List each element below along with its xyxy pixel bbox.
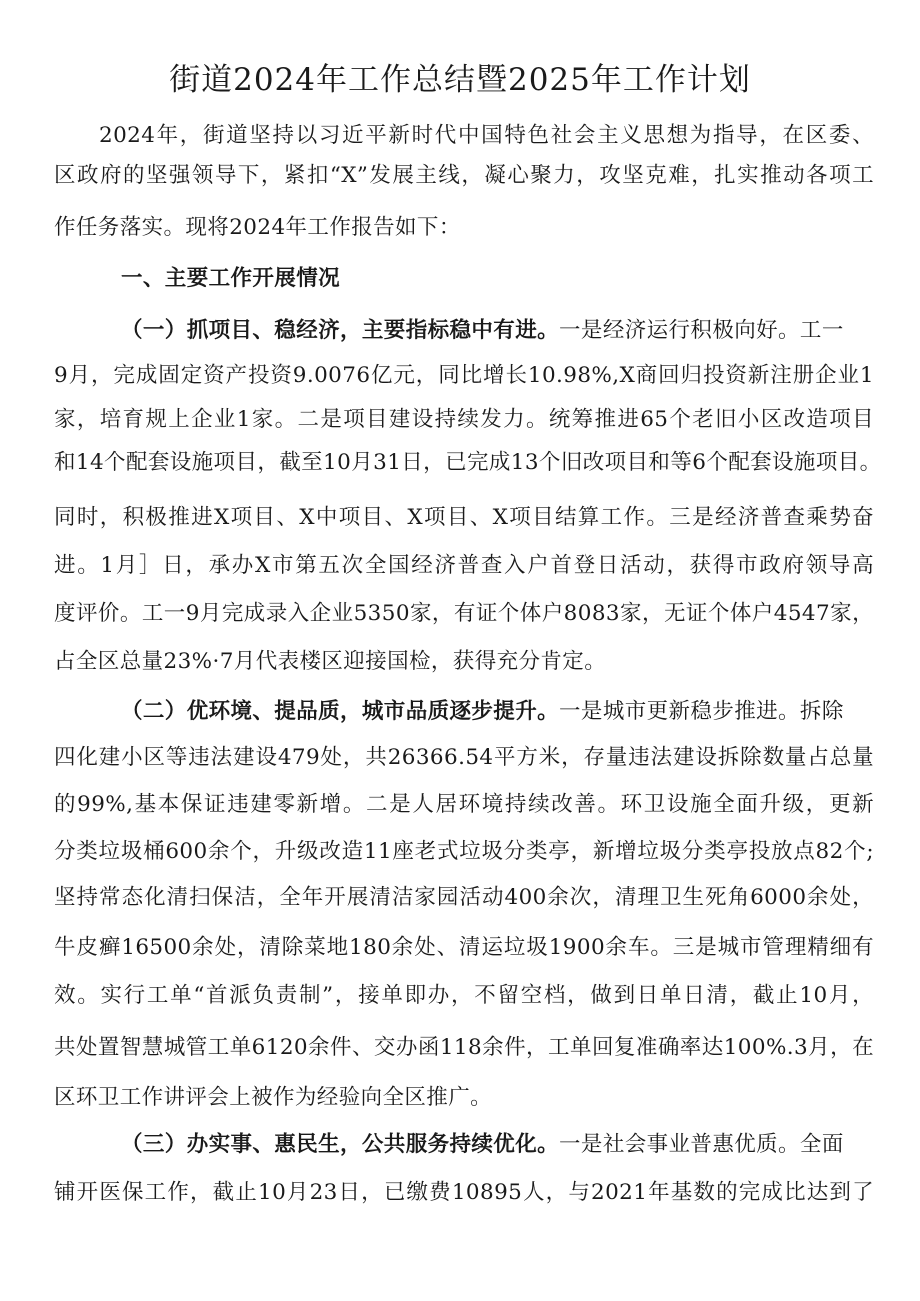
paragraph-line: 分类垃圾桶600余个，升级改造11座老式垃圾分类亭，新增垃圾分类亭投放点82个; (54, 839, 874, 864)
document-title: 街道2024年工作总结暨2025年工作计划 (169, 62, 751, 98)
paragraph-line: 四化建小区等违法建设479处，共26366.54平方米，存量违法建设拆除数量占总量 (54, 745, 874, 770)
paragraph-line: 家，培育规上企业1家。二是项目建设持续发力。统筹推进65个老旧小区改造项目 (54, 407, 874, 432)
subsection-heading: （三）办实事、惠民生，公共服务持续优化。 (121, 1132, 560, 1157)
paragraph-line: 2024年，街道坚持以习近平新时代中国特色社会主义思想为指导，在区委、 (99, 123, 874, 148)
paragraph-line: 作任务落实。现将2024年工作报告如下： (54, 215, 461, 240)
paragraph-line: 同时，积极推进X项目、X中项目、X项目、X项目结算工作。三是经济普查乘势奋 (54, 505, 874, 530)
subsection-heading: （一）抓项目、稳经济，主要指标稳中有进。 (121, 318, 560, 343)
paragraph-line: 区政府的坚强领导下，紧扣“X”发展主线，凝心聚力，攻坚克难，扎实推动各项工 (54, 163, 874, 188)
paragraph-line: 共处置智慧城管工单6120余件、交办函118余件，工单回复准确率达100%.3月，在 (54, 1035, 874, 1060)
paragraph-text: 一是城市更新稳步推进。拆除 (559, 699, 844, 724)
paragraph-line: 区环卫工作讲评会上被作为经验向全区推广。 (54, 1085, 493, 1110)
paragraph-line: 牛皮癣16500余处，清除菜地180余处、清运垃圾1900余车。三是城市管理精细有 (54, 935, 874, 960)
paragraph-text: 一是社会事业普惠优质。全面 (559, 1132, 844, 1157)
paragraph-line: 和14个配套设施项目，截至10月31日，已完成13个旧改项目和等6个配套设施项目。 (54, 450, 882, 475)
paragraph-line: 占全区总量23%·7月代表楼区迎接国检，获得充分肯定。 (54, 649, 607, 674)
paragraph-text: 一是经济运行积极向好。工一 (559, 318, 844, 343)
paragraph-line (121, 692, 874, 732)
paragraph-line: 坚持常态化清扫保洁，全年开展清洁家园活动400余次，清理卫生死角6000余处， (54, 885, 874, 910)
paragraph-line (121, 311, 874, 351)
paragraph-line: 9月，完成固定资产投资9.0076亿元，同比增长10.98%,X商回归投资新注册企业1 (54, 363, 874, 388)
paragraph-line: 进。1月］日，承办X市第五次全国经济普查入户首登日活动，获得市政府领导高 (54, 553, 874, 578)
paragraph-line: 的99%,基本保证违建零新增。二是人居环境持续改善。环卫设施全面升级，更新 (54, 792, 874, 817)
subsection-heading: （二）优环境、提品质，城市品质逐步提升。 (121, 699, 560, 724)
paragraph-line: 铺开医保工作，截止10月23日，已缴费10895人，与2021年基数的完成比达到了 (54, 1180, 874, 1205)
paragraph-line: 效。实行工单“首派负责制”，接单即办，不留空档，做到日单日清，截止10月， (54, 983, 874, 1008)
section-heading: 一、主要工作开展情况 (121, 266, 341, 291)
paragraph-line (121, 1125, 874, 1165)
paragraph-line: 度评价。工一9月完成录入企业5350家，有证个体户8083家，无证个体户4547家， (54, 601, 874, 626)
